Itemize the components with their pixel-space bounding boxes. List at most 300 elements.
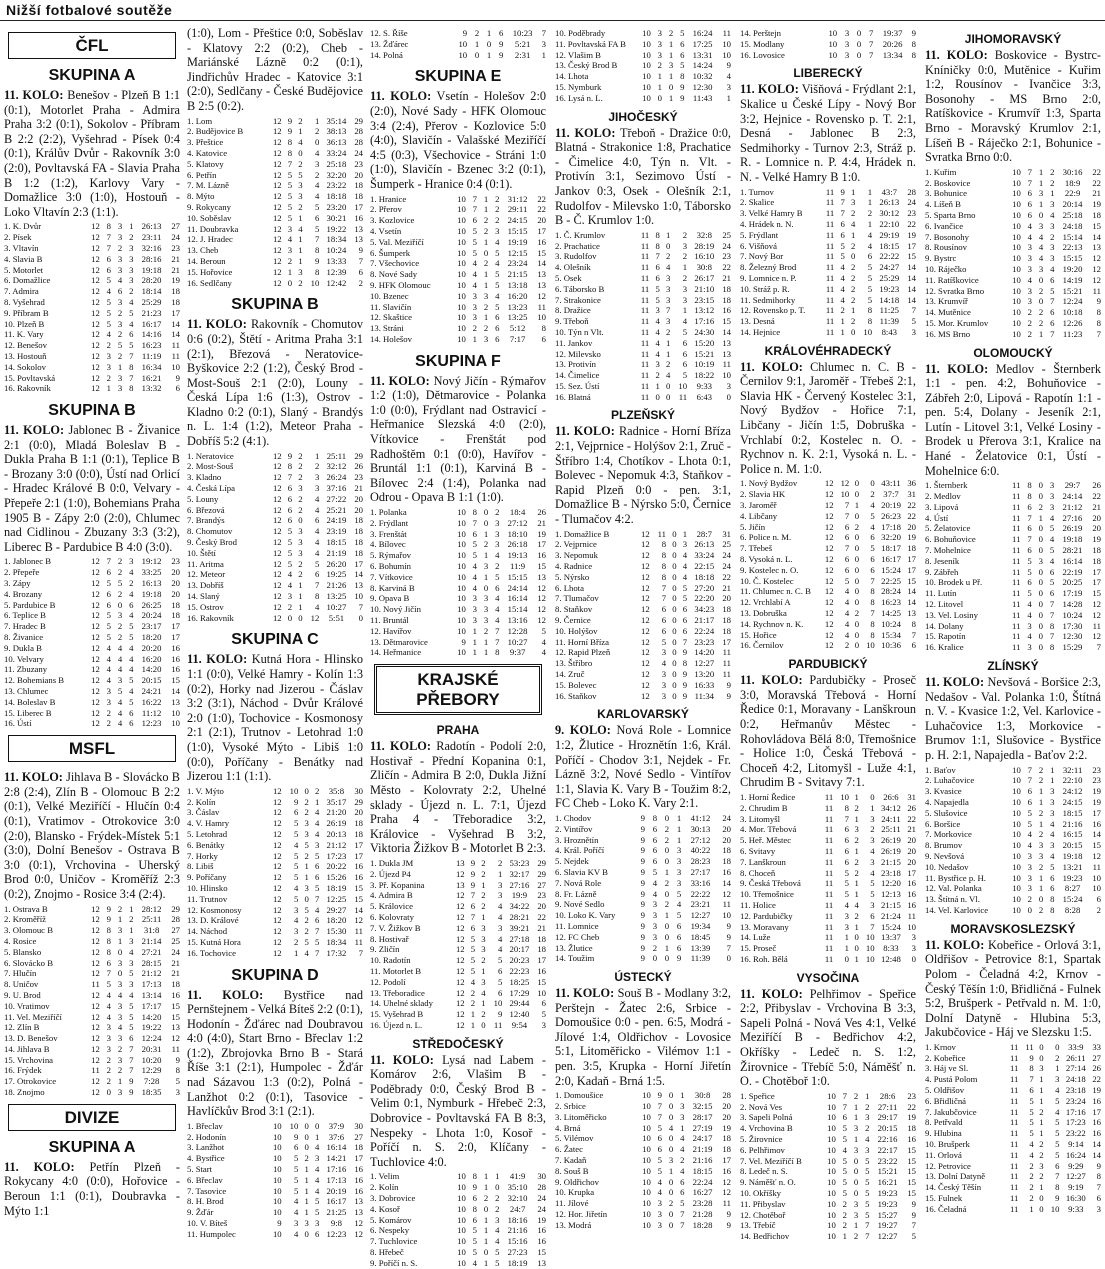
- draws: 1: [1038, 166, 1044, 177]
- league-header: MSFL: [8, 735, 176, 762]
- losses: 6: [682, 604, 688, 615]
- losses: 7: [868, 49, 874, 60]
- table-row: [187, 472, 363, 483]
- score: 19:37: [882, 28, 903, 38]
- matches: 10: [457, 236, 466, 247]
- table-row: [740, 251, 916, 262]
- draws: 3: [481, 976, 486, 987]
- points: 17: [1092, 807, 1101, 818]
- wins: 8: [1027, 480, 1032, 491]
- team-name: 4. Katovice: [187, 147, 228, 158]
- matches: 10: [642, 1176, 651, 1187]
- losses: 2: [495, 215, 500, 226]
- wins: 4: [655, 316, 660, 327]
- points: 21: [354, 483, 363, 494]
- points: 12: [722, 888, 731, 899]
- losses: 5: [680, 1198, 685, 1209]
- draws: 3: [1038, 188, 1044, 199]
- losses: 5: [314, 850, 320, 861]
- table-row: [187, 905, 363, 916]
- losses: 6: [1055, 1160, 1060, 1171]
- score: 17:17: [141, 1000, 162, 1011]
- team-name: 15. Hořovice: [187, 266, 233, 277]
- losses: 4: [495, 290, 500, 301]
- table-row: [555, 658, 731, 669]
- round-label: 11. KOLO:: [925, 937, 985, 952]
- score: 13:25: [507, 312, 528, 323]
- wins: 4: [293, 839, 299, 850]
- table-row: [370, 880, 546, 891]
- team-name: 9. Zábřeh: [925, 566, 959, 577]
- draws: 1: [304, 1207, 309, 1218]
- team-name: 18. Znojmo: [4, 1087, 45, 1098]
- score: 19:18: [1062, 850, 1083, 861]
- wins: 1: [474, 38, 480, 49]
- wins: 5: [652, 866, 658, 877]
- team-name: 3. Vltavín: [4, 242, 39, 253]
- score: 22:23: [509, 965, 530, 976]
- draws: 0: [672, 658, 677, 669]
- matches: 12: [272, 147, 282, 158]
- wins: 6: [1027, 786, 1033, 797]
- draws: 0: [668, 1209, 674, 1220]
- wins: 5: [844, 878, 849, 889]
- wins: 4: [472, 269, 478, 280]
- matches: 9: [640, 953, 646, 964]
- matches: 12: [272, 169, 282, 180]
- standings-table: [925, 765, 1101, 916]
- matches: 10: [1012, 317, 1021, 328]
- matches: 12: [272, 612, 282, 623]
- points: 24: [537, 1193, 546, 1204]
- table-row: [925, 1139, 1101, 1150]
- wins: 7: [655, 251, 660, 262]
- points: 7: [358, 947, 363, 958]
- score: 39:21: [509, 922, 530, 933]
- table-row: [4, 297, 180, 308]
- table-row: [925, 221, 1101, 232]
- losses: 8: [495, 647, 500, 658]
- draws: 4: [1038, 242, 1044, 253]
- wins: 5: [472, 1247, 478, 1258]
- team-name: 8. Uničov: [4, 979, 39, 990]
- draws: 2: [854, 521, 860, 532]
- losses: 7: [1049, 631, 1055, 642]
- team-name: 8. Hostivař: [370, 933, 409, 944]
- table-row: [187, 451, 363, 462]
- score: 30:8: [694, 1090, 711, 1101]
- points: 12: [1092, 253, 1101, 264]
- team-name: 16. Lysá n. L.: [555, 92, 603, 103]
- losses: 9: [682, 647, 688, 658]
- losses: 5: [495, 1257, 500, 1268]
- losses: 1: [1050, 775, 1055, 786]
- team-name: 8. Vysoká n. L.: [740, 554, 793, 565]
- round-results: [370, 374, 546, 505]
- points: 20: [907, 845, 916, 856]
- wins: 1: [844, 932, 849, 943]
- points: 26: [354, 461, 363, 472]
- matches: 12: [824, 597, 834, 608]
- wins: 9: [287, 115, 293, 126]
- score: 14:18: [879, 294, 900, 305]
- points: 12: [1092, 263, 1101, 274]
- wins: 4: [472, 561, 478, 572]
- points: 11: [722, 669, 731, 679]
- team-name: 11. Horní Bříza: [555, 636, 609, 647]
- wins: 4: [840, 294, 845, 305]
- column-5: [740, 26, 916, 1242]
- matches: 11: [1009, 1203, 1019, 1214]
- team-name: 6. Bohumín: [370, 561, 412, 572]
- wins: 4: [472, 1257, 478, 1268]
- wins: 7: [844, 813, 849, 824]
- score: 11:34: [694, 690, 715, 701]
- score: 10:23: [512, 28, 533, 38]
- losses: 7: [870, 575, 875, 586]
- score: 32:20: [326, 169, 347, 180]
- wins: 4: [106, 1011, 112, 1022]
- wins: 10: [289, 785, 299, 796]
- team-name: 11. Bruntál: [370, 615, 409, 626]
- team-name: 7. Nový Bor: [740, 251, 784, 262]
- draws: 0: [665, 380, 671, 391]
- score: 14:19: [1062, 274, 1083, 285]
- score: 18:17: [881, 543, 901, 554]
- points: 18: [171, 610, 180, 621]
- draws: 2: [668, 1198, 674, 1209]
- matches: 9: [640, 877, 646, 888]
- matches: 11: [640, 272, 650, 283]
- draws: 0: [664, 856, 670, 867]
- table-row: [925, 808, 1101, 819]
- score: 22:25: [881, 575, 901, 586]
- draws: 1: [481, 965, 486, 976]
- points: 5: [911, 316, 916, 327]
- team-name: 2. Budějovice B: [187, 126, 244, 137]
- points: 28: [907, 186, 916, 197]
- wins: 9: [287, 450, 293, 461]
- wins: 0: [844, 953, 849, 964]
- wins: 4: [844, 597, 850, 608]
- points: 17: [354, 201, 363, 212]
- wins: 4: [472, 582, 478, 593]
- score: 9:33: [1068, 1203, 1084, 1214]
- table-row: [925, 1193, 1101, 1204]
- score: 24:14: [1062, 491, 1083, 502]
- wins: 9: [1029, 1052, 1034, 1063]
- team-name: 8. Mýto: [187, 191, 215, 202]
- team-name: 14. Boleslav B: [4, 696, 56, 707]
- draws: 1: [486, 49, 492, 60]
- score: 30:12: [879, 208, 900, 219]
- score: 18:9: [1064, 177, 1081, 188]
- draws: 0: [854, 532, 860, 543]
- wins: 3: [657, 38, 663, 49]
- matches: 11: [824, 791, 834, 802]
- group-heading: SKUPINA A: [48, 67, 136, 84]
- score: 10:32: [692, 71, 713, 82]
- points: 21: [1092, 188, 1101, 199]
- points: 18: [722, 625, 731, 636]
- wins: 2: [106, 372, 112, 383]
- table-row: [187, 548, 363, 559]
- losses: 5: [865, 1177, 870, 1188]
- losses: 4: [495, 1236, 500, 1247]
- matches: 10: [272, 1185, 282, 1196]
- team-name: 5. Start: [187, 1164, 213, 1175]
- points: 10: [354, 591, 363, 602]
- score: 15:20: [694, 337, 715, 348]
- losses: 4: [682, 571, 688, 582]
- team-name: 7. Tasovice: [187, 1185, 227, 1196]
- score: 12:26: [1062, 317, 1083, 328]
- table-row: [740, 878, 916, 889]
- table-row: [555, 878, 731, 889]
- losses: 4: [1049, 534, 1055, 545]
- score: 21:16: [507, 1225, 528, 1236]
- team-name: 5. Osek: [555, 272, 582, 283]
- points: 16: [354, 872, 363, 883]
- points: 20: [354, 493, 363, 504]
- losses: 6: [870, 564, 875, 575]
- wins: 3: [655, 305, 660, 316]
- losses: 8: [870, 586, 875, 597]
- points: 10: [537, 987, 546, 998]
- team-name: 16. Frýdek: [4, 1065, 42, 1076]
- matches: 11: [640, 348, 650, 359]
- matches: 11: [640, 316, 650, 327]
- matches: 10: [642, 1122, 651, 1133]
- team-name: 9. Nové Sedlo: [555, 899, 605, 910]
- team-name: 7. Hlučín: [4, 968, 37, 979]
- points: 28: [171, 914, 180, 925]
- losses: 4: [1050, 850, 1055, 861]
- wins: 6: [106, 253, 112, 264]
- losses: 6: [314, 861, 320, 872]
- points: 3: [541, 38, 546, 49]
- team-name: 9. Třeboň: [555, 316, 589, 327]
- wins: 7: [287, 472, 293, 483]
- matches: 10: [457, 1182, 466, 1193]
- points: 18: [171, 599, 180, 610]
- table-row: [555, 273, 731, 284]
- table-row: [925, 275, 1101, 286]
- team-name: 7. Třebeš: [740, 543, 773, 554]
- score: 9:54: [511, 1019, 528, 1030]
- draws: 5: [304, 904, 309, 915]
- losses: 4: [1049, 512, 1055, 523]
- table-row: [740, 586, 916, 597]
- matches: 10: [457, 312, 466, 323]
- draws: 0: [668, 1187, 674, 1198]
- losses: 2: [682, 229, 688, 240]
- standings-table: [187, 786, 363, 959]
- table-row: [740, 640, 916, 651]
- losses: 10: [678, 380, 688, 391]
- losses: 4: [314, 1174, 320, 1185]
- points: 16: [354, 1164, 363, 1175]
- draws: 1: [298, 126, 303, 137]
- draws: 2: [117, 556, 123, 567]
- wins: 9: [470, 857, 476, 868]
- draws: 1: [850, 305, 856, 316]
- score: 8:43: [881, 326, 898, 337]
- wins: 5: [106, 307, 112, 318]
- draws: 0: [117, 599, 123, 610]
- points: 11: [171, 1043, 180, 1054]
- points: 11: [171, 350, 180, 361]
- points: 22: [1092, 1074, 1101, 1085]
- wins: 6: [1027, 796, 1033, 807]
- round-label: 11. KOLO:: [370, 1052, 434, 1067]
- draws: 3: [117, 957, 123, 968]
- draws: 2: [664, 877, 670, 888]
- score: 22:10: [1062, 775, 1083, 786]
- table-row: [740, 900, 916, 911]
- points: 30: [537, 1171, 546, 1182]
- matches: 12: [272, 926, 282, 937]
- matches: 10: [1012, 263, 1021, 274]
- matches: 12: [272, 601, 282, 612]
- losses: 1: [314, 1131, 320, 1142]
- losses: 1: [1050, 188, 1055, 199]
- points: 17: [1092, 1106, 1101, 1117]
- table-row: [187, 1207, 363, 1218]
- team-name: 11. Sedmihorky: [740, 294, 796, 305]
- points: 27: [537, 879, 546, 890]
- draws: 1: [1039, 1085, 1044, 1096]
- team-name: 4. Vsetín: [370, 225, 402, 236]
- draws: 1: [665, 337, 671, 348]
- table-row: [555, 539, 731, 550]
- points: 7: [1096, 1182, 1101, 1193]
- losses: 4: [314, 1164, 320, 1175]
- draws: 2: [1038, 829, 1044, 840]
- team-name: 10. Štětí: [187, 547, 216, 558]
- matches: 11: [640, 229, 650, 240]
- draws: 0: [1038, 296, 1044, 307]
- table-row: [187, 559, 363, 570]
- matches: 11: [1009, 1128, 1019, 1139]
- score: 27:16: [1062, 512, 1083, 523]
- score: 12:27: [877, 1231, 898, 1242]
- matches: 10: [457, 517, 466, 528]
- matches: 10: [457, 1193, 466, 1204]
- team-name: 1. Kuřim: [925, 166, 957, 177]
- points: 9: [726, 1209, 731, 1220]
- table-row: [370, 615, 546, 626]
- score: 31:12: [507, 193, 528, 204]
- matches: 10: [1012, 177, 1021, 188]
- losses: 4: [867, 229, 873, 240]
- team-name: 10. Radotín: [370, 955, 411, 966]
- wins: 5: [472, 1225, 478, 1236]
- table-row: [370, 890, 546, 901]
- team-name: 14. Rychnov n. K.: [740, 618, 804, 629]
- draws: 2: [483, 539, 489, 550]
- group-heading: SKUPINA B: [231, 296, 319, 314]
- draws: 4: [665, 370, 671, 381]
- table-row: [925, 502, 1101, 513]
- matches: 10: [1012, 818, 1021, 829]
- score: 17:18: [881, 521, 901, 532]
- points: 18: [354, 537, 363, 548]
- draws: 0: [1038, 609, 1043, 620]
- team-name: 8. Ledeč n. S.: [740, 1166, 788, 1177]
- table-row: [555, 867, 731, 878]
- score: 12:48: [881, 953, 901, 964]
- score: 18:10: [507, 528, 528, 539]
- round-results: [187, 26, 363, 114]
- score: 27:16: [509, 879, 530, 890]
- table-row: [4, 383, 180, 394]
- score: 20:17: [509, 944, 530, 955]
- wins: 6: [293, 1142, 299, 1153]
- score: 18:34: [326, 234, 347, 245]
- score: 15:15: [507, 571, 528, 582]
- wins: 2: [842, 1209, 848, 1220]
- score: 19:23: [879, 283, 900, 294]
- table-row: [740, 39, 916, 50]
- points: 3: [1096, 1203, 1101, 1214]
- matches: 11: [640, 294, 650, 305]
- draws: 3: [117, 1011, 123, 1022]
- wins: 4: [293, 1228, 299, 1239]
- score: 27:12: [690, 834, 711, 845]
- losses: 6: [314, 212, 320, 223]
- table-row: [925, 178, 1101, 189]
- draws: 0: [665, 391, 671, 402]
- score: 13:31: [692, 49, 713, 60]
- team-name: 11. Přibyslav: [740, 1198, 786, 1209]
- losses: 2: [129, 286, 134, 297]
- matches: 12: [91, 1000, 100, 1011]
- points: 22: [1092, 166, 1101, 177]
- matches: 11: [1009, 1052, 1019, 1063]
- matches: 10: [827, 1198, 836, 1209]
- points: 22: [537, 193, 546, 204]
- table-row: [370, 550, 546, 561]
- draws: 3: [117, 253, 123, 264]
- score: 13:32: [141, 383, 162, 394]
- points: 12: [354, 1228, 363, 1239]
- table-row: [187, 483, 363, 494]
- points: 16: [1092, 1128, 1101, 1139]
- points: 13: [354, 1207, 363, 1218]
- points: 22: [907, 500, 916, 511]
- score: 26:19: [1062, 523, 1083, 534]
- draws: 2: [854, 835, 859, 846]
- matches: 10: [642, 81, 651, 92]
- points: 19: [1092, 786, 1101, 797]
- points: 16: [907, 1134, 916, 1145]
- points: 17: [354, 1153, 363, 1164]
- score: 15:21: [694, 348, 715, 359]
- draws: 1: [1039, 1128, 1044, 1139]
- losses: 5: [129, 621, 134, 632]
- losses: 7: [1049, 599, 1055, 610]
- losses: 3: [676, 877, 682, 888]
- group-heading: SKUPINA A: [48, 1138, 136, 1156]
- table-row: [4, 664, 180, 675]
- wins: 7: [1027, 775, 1033, 786]
- matches: 11: [825, 218, 835, 229]
- team-name: 11. Bystřice p. H.: [925, 872, 986, 883]
- team-name: 12. Litovel: [925, 599, 964, 610]
- draws: 1: [664, 910, 670, 921]
- team-name: 12. Chotěboř: [740, 1209, 786, 1220]
